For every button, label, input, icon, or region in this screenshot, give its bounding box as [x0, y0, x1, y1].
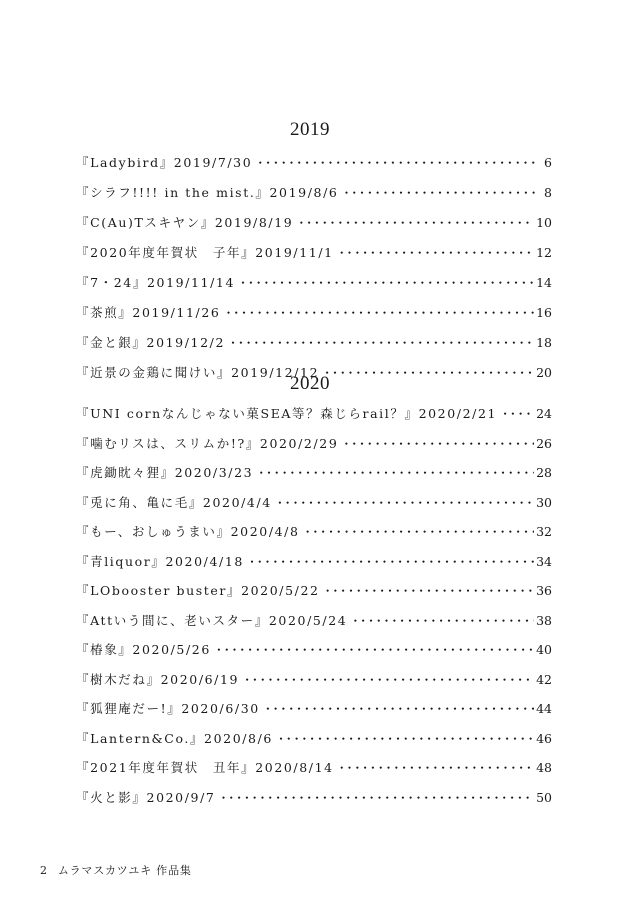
- entry-title: 『近景の金鶏に聞けい』: [76, 365, 232, 380]
- toc-entry: [76, 696, 552, 718]
- entry-title: 『青liquor』: [76, 553, 166, 569]
- dot-leader: [322, 582, 535, 600]
- entry-title: 『樹木だね』: [76, 671, 161, 687]
- toc-entry: [76, 300, 552, 322]
- entry-page-number: 30: [536, 494, 552, 510]
- entry-date: 2020/8/14: [255, 760, 334, 775]
- entry-title: 『もー、おしゅうまい』: [76, 524, 231, 539]
- entry-date: 2020/4/18: [165, 553, 244, 569]
- entry-date: 2020/6/19: [160, 671, 240, 687]
- entry-title: 『噛むリスは、スリムか!?』: [76, 435, 260, 451]
- entry-page-number: 40: [536, 642, 552, 657]
- entry-page-number: 32: [536, 524, 552, 539]
- toc-entry: [76, 637, 552, 659]
- entry-page-number: 16: [536, 305, 552, 320]
- entry-date: 2020/5/26: [132, 642, 211, 657]
- entry-title: 『兎に角、亀に毛』: [76, 494, 203, 510]
- dot-leader: [217, 789, 534, 807]
- entry-page-number: 20: [536, 365, 552, 380]
- toc-entry: [76, 667, 552, 689]
- dot-leader: [349, 612, 534, 630]
- toc-entry: [76, 519, 552, 541]
- entry-title: 『金と銀』: [76, 335, 147, 350]
- year-heading-2019: 2019: [290, 119, 330, 140]
- entry-date: 2019/8/6: [269, 185, 339, 200]
- dot-leader: [275, 730, 534, 748]
- entry-page-number: 48: [536, 760, 552, 775]
- toc-entry: [76, 240, 552, 262]
- entry-title: 『C(Au)Tスキヤン』: [76, 215, 215, 230]
- footer-page-number: 2: [40, 864, 48, 877]
- entry-date: 2019/11/26: [132, 305, 221, 320]
- dot-leader: [340, 435, 534, 453]
- dot-leader: [237, 274, 534, 292]
- dot-leader: [295, 214, 534, 232]
- dot-leader: [499, 405, 534, 423]
- entry-title: 『火と影』: [76, 789, 147, 805]
- toc-entry: [76, 549, 552, 571]
- toc-entry: [76, 330, 552, 352]
- entry-title: 『LObooster buster』: [76, 583, 242, 598]
- entry-date: 2020/2/21: [418, 406, 498, 421]
- entry-title: 『茶煎』: [76, 305, 133, 320]
- dot-leader: [336, 244, 534, 262]
- entry-date: 2020/8/6: [204, 730, 273, 746]
- toc-entry: [76, 755, 552, 777]
- toc-entry: [76, 578, 552, 600]
- entry-page-number: 34: [536, 553, 552, 569]
- dot-leader: [254, 154, 536, 172]
- entry-page-number: 36: [536, 583, 552, 598]
- entry-page-number: 42: [536, 671, 552, 687]
- entry-date: 2020/5/24: [268, 612, 348, 628]
- dot-leader: [227, 334, 534, 352]
- entry-date: 2020/3/23: [174, 465, 254, 480]
- entry-page-number: 6: [544, 155, 552, 170]
- dot-leader: [241, 671, 534, 689]
- entry-page-number: 28: [536, 465, 552, 480]
- page-footer: [40, 862, 192, 878]
- toc-entry: [76, 785, 552, 807]
- entry-title: 『2021年度年賀状 丑年』: [76, 760, 256, 775]
- entry-date: 2019/11/1: [255, 245, 334, 260]
- entry-title: 『シラフ!!!! in the mist.』: [76, 185, 270, 200]
- entry-date: 2020/4/4: [202, 494, 272, 510]
- entry-date: 2019/8/19: [214, 215, 294, 230]
- entry-date: 2019/12/2: [146, 335, 226, 350]
- entry-title: 『UNI cornなんじゃない菓SEA等？森じらrail？』: [76, 406, 419, 421]
- entry-page-number: 26: [536, 435, 552, 451]
- entry-title: 『Attいう間に、老いスター』: [76, 612, 269, 628]
- entry-title: 『狐狸庵だー!』: [76, 701, 182, 716]
- entry-title: 『虎鋤眈々狸』: [76, 465, 175, 480]
- dot-leader: [340, 184, 536, 202]
- toc-entry: [76, 460, 552, 482]
- toc-entry: [76, 210, 552, 232]
- entry-date: 2020/9/7: [146, 789, 216, 805]
- toc-entry: [76, 270, 552, 292]
- toc-entry: [76, 150, 552, 172]
- entry-page-number: 12: [536, 245, 552, 260]
- toc-entry: [76, 608, 552, 630]
- dot-leader: [336, 759, 534, 777]
- entry-page-number: 8: [544, 185, 552, 200]
- dot-leader: [222, 304, 534, 322]
- entry-date: 2019/11/14: [146, 275, 236, 290]
- entry-page-number: 14: [536, 275, 552, 290]
- entry-page-number: 18: [536, 335, 552, 350]
- entry-date: 2020/6/30: [181, 701, 260, 716]
- dot-leader: [213, 641, 534, 659]
- toc-entry: [76, 401, 552, 423]
- toc-entry: [76, 726, 552, 748]
- entry-page-number: 46: [536, 730, 552, 746]
- entry-title: 『椿象』: [76, 642, 133, 657]
- entry-title: 『Ladybird』: [76, 155, 174, 170]
- entry-title: 『7・24』: [76, 275, 147, 290]
- dot-leader: [246, 553, 534, 571]
- entry-title: 『Lantern&Co.』: [76, 730, 205, 746]
- toc-entry: [76, 431, 552, 453]
- entry-page-number: 38: [536, 612, 552, 628]
- entry-date: 2020/4/8: [230, 524, 300, 539]
- dot-leader: [274, 494, 534, 512]
- dot-leader: [302, 523, 535, 541]
- dot-leader: [255, 464, 534, 482]
- entry-page-number: 50: [536, 789, 552, 805]
- entry-page-number: 10: [536, 215, 552, 230]
- year-heading-2020: 2020: [290, 373, 330, 394]
- entry-date: 2019/12/12: [231, 365, 320, 380]
- entry-page-number: 44: [536, 701, 552, 716]
- entry-date: 2020/5/22: [241, 583, 320, 598]
- toc-entry: [76, 490, 552, 512]
- entry-date: 2019/7/30: [173, 155, 253, 170]
- footer-collection-title: ムラマスカツユキ 作品集: [57, 864, 192, 877]
- dot-leader: [262, 700, 534, 718]
- entry-date: 2020/2/29: [259, 435, 339, 451]
- entry-title: 『2020年度年賀状 子年』: [76, 245, 256, 260]
- toc-entry: [76, 180, 552, 202]
- entry-page-number: 24: [536, 406, 552, 421]
